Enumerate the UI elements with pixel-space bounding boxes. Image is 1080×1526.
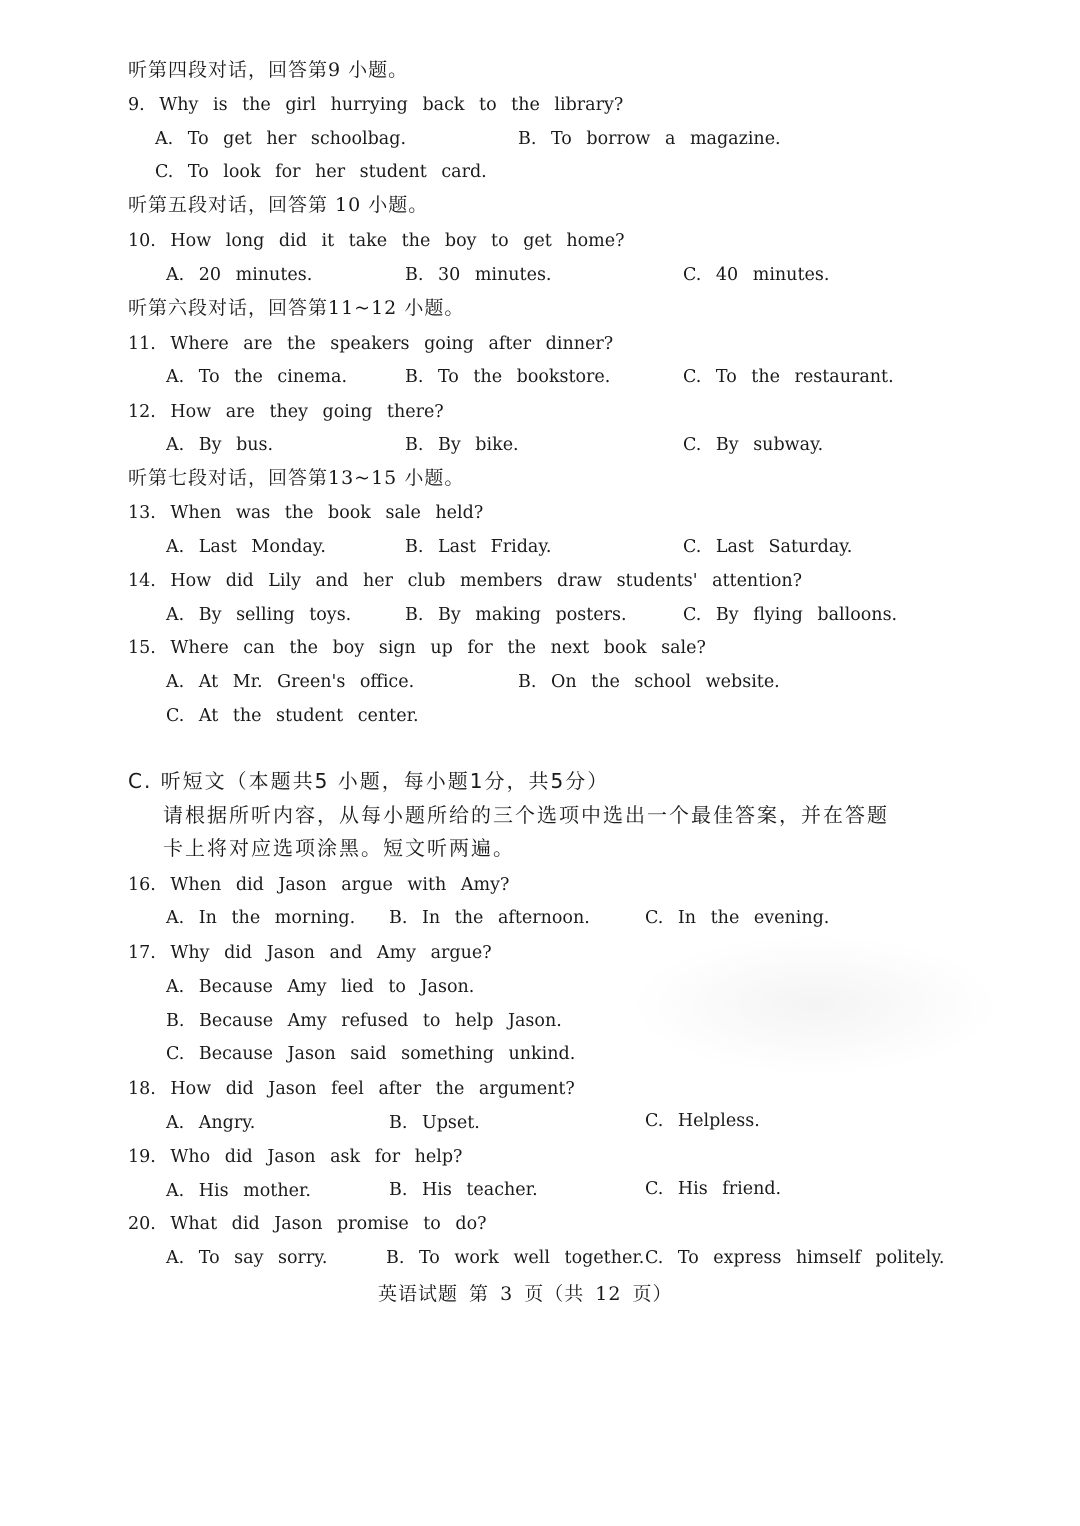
question-9-option-c: C. To look for her student card. [155, 162, 487, 182]
question-10-option-a: A. 20 minutes. [166, 265, 313, 285]
question-18-option-a: A. Angry. [166, 1113, 256, 1133]
question-15-option-a: A. At Mr. Green's office. [166, 672, 415, 692]
question-19-stem: 19. Who did Jason ask for help? [128, 1147, 463, 1167]
question-16-option-c: C. In the evening. [645, 908, 830, 928]
question-19-option-c: C. His friend. [645, 1179, 782, 1199]
part-c-instruction-line-1: 请根据所听内容，从每小题所给的三个选项中选出一个最佳答案，并在答题 [163, 803, 889, 827]
question-10-stem: 10. How long did it take the boy to get home? [128, 231, 625, 251]
question-15-option-c: C. At the student center. [166, 706, 419, 726]
question-10-option-b: B. 30 minutes. [405, 265, 552, 285]
section-heading-5: 听第五段对话，回答第 10 小题。 [128, 194, 429, 216]
section-heading-4: 听第四段对话，回答第9 小题。 [128, 59, 409, 81]
question-9-stem: 9. Why is the girl hurrying back to the library? [128, 95, 624, 115]
question-16-option-b: B. In the afternoon. [389, 908, 590, 928]
paper-smudge [630, 935, 1000, 1075]
question-11-option-c: C. To the restaurant. [683, 367, 894, 387]
question-11-option-b: B. To the bookstore. [405, 367, 611, 387]
section-heading-6: 听第六段对话，回答第11~12 小题。 [128, 297, 465, 319]
question-15-option-b: B. On the school website. [518, 672, 780, 692]
question-17-option-c: C. Because Jason said something unkind. [166, 1044, 576, 1064]
question-20-option-a: A. To say sorry. [166, 1248, 328, 1268]
question-10-option-c: C. 40 minutes. [683, 265, 830, 285]
question-14-option-b: B. By making posters. [405, 605, 627, 625]
question-14-stem: 14. How did Lily and her club members draw students' attention? [128, 571, 803, 591]
question-9-option-b: B. To borrow a magazine. [518, 129, 781, 149]
section-heading-7: 听第七段对话，回答第13~15 小题。 [128, 467, 465, 489]
question-18-option-c: C. Helpless. [645, 1111, 760, 1131]
part-c-instruction-line-2: 卡上将对应选项涂黑。短文听两遍。 [163, 836, 515, 860]
question-13-option-b: B. Last Friday. [405, 537, 552, 557]
question-18-stem: 18. How did Jason feel after the argument? [128, 1079, 575, 1099]
page-footer: 英语试题 第 3 页（共 12 页） [378, 1283, 673, 1305]
question-12-option-a: A. By bus. [166, 435, 274, 455]
question-19-option-a: A. His mother. [166, 1181, 311, 1201]
question-11-stem: 11. Where are the speakers going after dinner? [128, 334, 614, 354]
question-15-stem: 15. Where can the boy sign up for the next book sale? [128, 638, 706, 658]
question-17-option-b: B. Because Amy refused to help Jason. [166, 1011, 562, 1031]
question-13-option-c: C. Last Saturday. [683, 537, 853, 557]
part-c-title: C. 听短文（本题共5 小题，每小题1分，共5分） [128, 769, 610, 793]
question-19-option-b: B. His teacher. [389, 1180, 538, 1200]
question-16-option-a: A. In the morning. [166, 908, 356, 928]
question-14-option-c: C. By flying balloons. [683, 605, 898, 625]
question-20-option-c: C. To express himself politely. [645, 1248, 945, 1268]
question-17-option-a: A. Because Amy lied to Jason. [166, 977, 475, 997]
question-12-stem: 12. How are they going there? [128, 402, 444, 422]
question-12-option-b: B. By bike. [405, 435, 519, 455]
question-9-option-a: A. To get her schoolbag. [155, 129, 407, 149]
question-18-option-b: B. Upset. [389, 1113, 480, 1133]
question-14-option-a: A. By selling toys. [166, 605, 352, 625]
question-12-option-c: C. By subway. [683, 435, 824, 455]
question-20-option-b: B. To work well together. [386, 1248, 645, 1268]
question-17-stem: 17. Why did Jason and Amy argue? [128, 943, 492, 963]
question-11-option-a: A. To the cinema. [166, 367, 348, 387]
question-20-stem: 20. What did Jason promise to do? [128, 1214, 487, 1234]
question-13-option-a: A. Last Monday. [166, 537, 326, 557]
question-16-stem: 16. When did Jason argue with Amy? [128, 875, 510, 895]
question-13-stem: 13. When was the book sale held? [128, 503, 484, 523]
